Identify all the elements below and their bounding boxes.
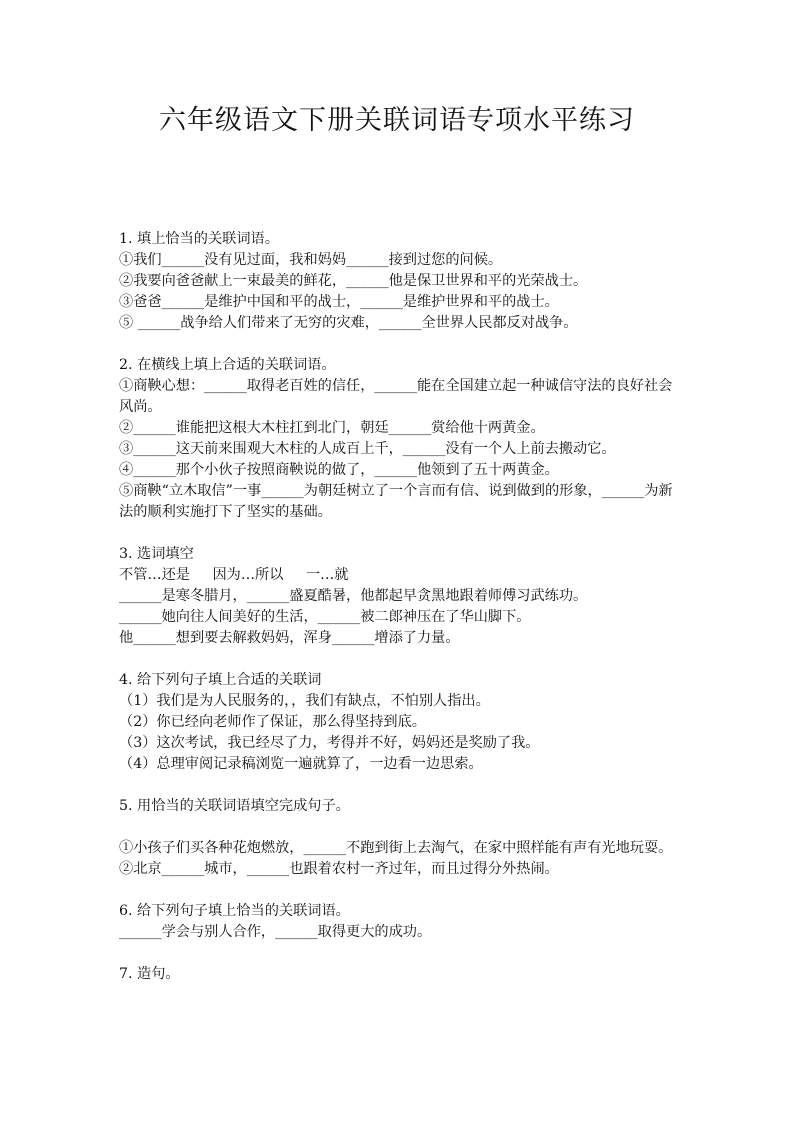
section-3 [119,544,677,649]
spacer [119,334,677,355]
spacer [119,943,677,964]
worksheet-content [119,229,677,985]
question-line: （1）我们是为人民服务的，，我们有缺点，不怕别人指出。 [119,693,490,709]
section-4 [119,670,677,775]
question-line: ⑤商鞅“立木取信”一事______为朝廷树立了一个言而有信、说到做到的形象，______为新法的顺利实施打下了坚实的基础。 [119,483,673,520]
spacer [119,880,677,901]
section-heading: 4. 给下列句子填上合适的关联词 [119,672,322,688]
page-title: 六年级语文下册关联词语专项水平练习 [159,105,635,136]
question-line: ⑤ ______战争给人们带来了无穷的灾难，______全世界人民都反对战争。 [119,315,578,331]
section-heading: 2. 在横线上填上合适的关联词语。 [119,357,336,373]
section-2 [119,355,677,523]
word-choices: 不管…还是 因为…所以 一…就 [119,567,349,583]
section-heading: 5. 用恰当的关联词语填空完成句子。 [119,798,350,814]
blank-line [119,817,677,838]
question-line: （3）这次考试，我已经尽了力，考得并不好，妈妈还是奖励了我。 [119,735,540,751]
question-line: ①商鞅心想：______取得老百姓的信任，______能在全国建立起一种诚信守法的良好社会风尚。 [119,378,673,415]
section-heading: 3. 选词填空 [119,546,194,562]
question-line: 他______想到要去解救妈妈，浑身______增添了力量。 [119,630,460,646]
section-6 [119,901,677,943]
question-line: ②______谁能把这根大木柱扛到北门，朝廷______赏给他十两黄金。 [119,420,545,436]
spacer [119,775,677,796]
question-line: ④______那个小伙子按照商鞅说的做了，______他领到了五十两黄金。 [119,462,559,478]
spacer [119,523,677,544]
question-line: ③______这天前来围观大木柱的人成百上千，______没有一个人上前去搬动它。 [119,441,616,457]
question-line: ______学会与别人合作，______取得更大的成功。 [119,924,432,940]
question-line: ②北京______城市，______也跟着农村一齐过年，而且过得分外热闹。 [119,861,559,877]
question-line: ①小孩子们买各种花炮燃放，______不跑到街上去淘气，在家中照样能有声有光地玩耍。 [119,840,673,856]
section-heading: 7. 造句。 [119,966,180,982]
spacer [119,649,677,670]
question-line: （2）你已经向老师作了保证，那么得坚持到底。 [119,714,426,730]
section-1 [119,229,677,334]
question-line: （4）总理审阅记录稿浏览一遍就算了，一边看一边思索。 [119,756,483,772]
section-5 [119,796,677,880]
question-line: ______是寒冬腊月，______盛夏酷暑，他都起早贪黑地跟着师傅习武练功。 [119,588,588,604]
section-7 [119,964,677,985]
section-heading: 1. 填上恰当的关联词语。 [119,231,279,247]
question-line: ①我们______没有见过面，我和妈妈______接到过您的问候。 [119,252,503,268]
question-line: ③爸爸______是维护中国和平的战士，______是维护世界和平的战士。 [119,294,559,310]
section-heading: 6. 给下列句子填上恰当的关联词语。 [119,903,350,919]
question-line: ②我要向爸爸献上一束最美的鲜花，______他是保卫世界和平的光荣战士。 [119,273,588,289]
question-line: ______她向往人间美好的生活，______被二郎神压在了华山脚下。 [119,609,531,625]
